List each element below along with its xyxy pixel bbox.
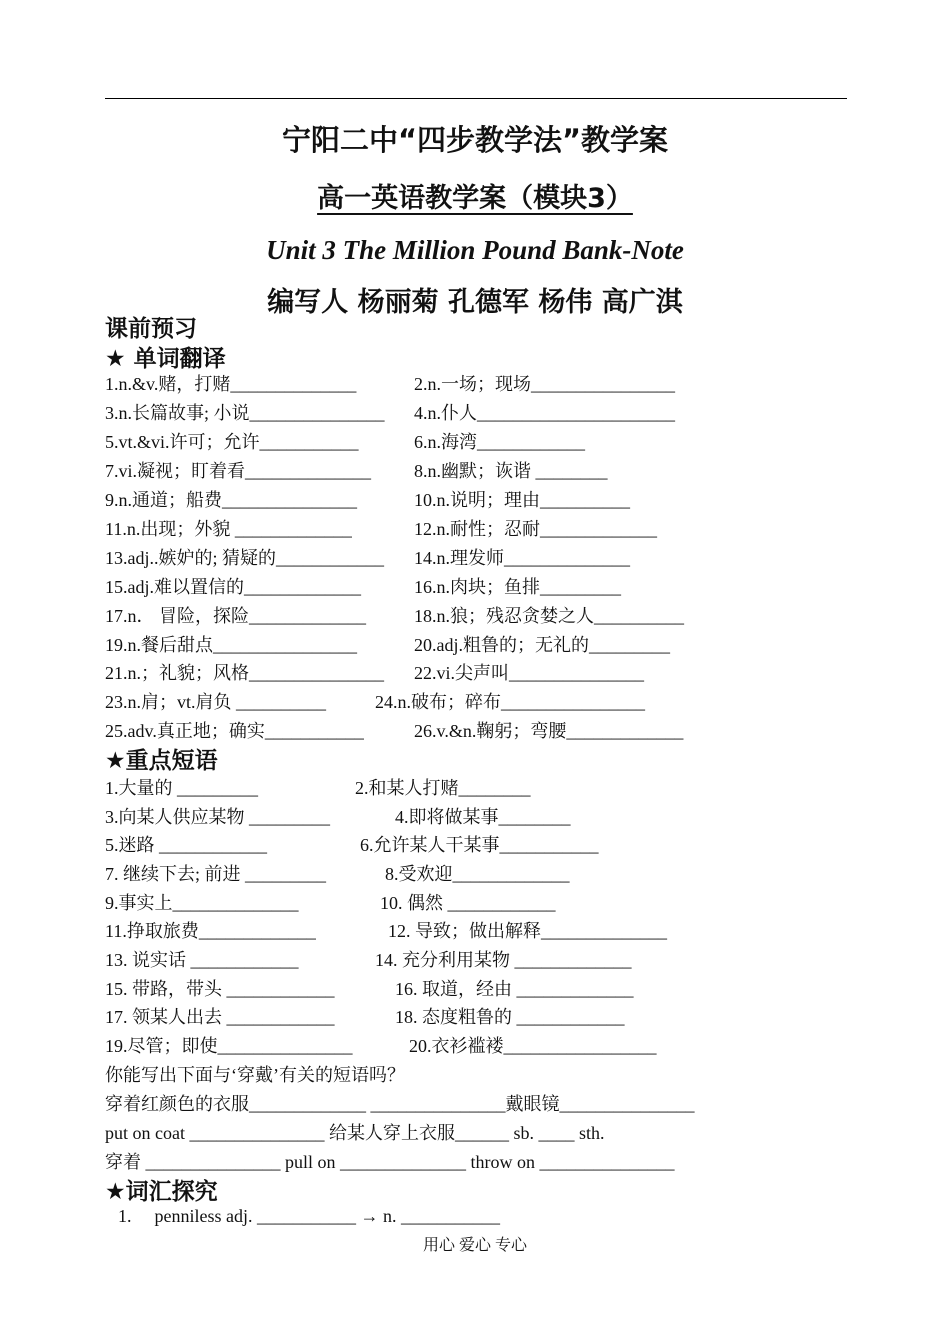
phrase-item: 11.挣取旅费_____________ xyxy=(105,921,316,941)
phrase-item: 17. 领某人出去 ____________ xyxy=(105,1007,335,1027)
wear-line-3: 穿着 _______________ pull on ______________ throw on _______________ xyxy=(105,1152,675,1172)
phrase-item: 16. 取道，经由 _____________ xyxy=(395,979,634,999)
explore-item-text: penniless adj. ___________ → n. ___________ xyxy=(154,1206,500,1226)
vocab-item: 21.n.；礼貌；风格_______________ xyxy=(105,663,384,683)
section-explore: ★词汇探究 xyxy=(105,1179,218,1205)
vocab-item: 15.adj.难以置信的_____________ xyxy=(105,577,361,597)
vocab-item: 18.n.狼；残忍贪婪之人__________ xyxy=(414,606,684,626)
explore-item xyxy=(118,1206,500,1227)
vocab-item: 8.n.幽默；诙谐 ________ xyxy=(414,461,608,481)
vocab-item: 3.n.长篇故事; 小说_______________ xyxy=(105,403,385,423)
vocab-item: 13.adj..嫉妒的; 猜疑的____________ xyxy=(105,548,384,568)
phrase-item: 15. 带路，带头 ____________ xyxy=(105,979,335,999)
vocab-item: 5.vt.&vi.许可；允许___________ xyxy=(105,432,359,452)
wear-line-2: put on coat _______________ 给某人穿上衣服______ sb. ____ sth. xyxy=(105,1123,605,1143)
wear-question: 你能写出下面与‘穿戴’有关的短语吗？ xyxy=(105,1065,405,1085)
phrase-item: 5.迷路 ____________ xyxy=(105,835,267,855)
phrase-item: 6.允许某人干某事___________ xyxy=(360,835,599,855)
vocab-item: 11.n.出现；外貌 _____________ xyxy=(105,519,352,539)
header-rule xyxy=(105,98,847,99)
vocab-item: 23.n.肩；vt.肩负 __________ xyxy=(105,692,327,712)
phrase-item: 18. 态度粗鲁的 ____________ xyxy=(395,1007,625,1027)
course-title xyxy=(0,176,950,215)
explore-item-number: 1. xyxy=(118,1206,132,1226)
section-phrases: ★重点短语 xyxy=(105,748,218,774)
vocab-item: 24.n.破布；碎布________________ xyxy=(375,692,645,712)
phrase-item: 10. 偶然 ____________ xyxy=(380,893,556,913)
phrase-item: 20.衣衫褴褛_________________ xyxy=(409,1036,657,1056)
authors-line: 编写人 杨丽菊 孔德军 杨伟 高广淇 xyxy=(267,287,683,318)
vocab-item: 17.n． 冒险，探险_____________ xyxy=(105,606,366,626)
vocab-item: 16.n.肉块；鱼排_________ xyxy=(414,577,621,597)
vocab-item: 9.n.通道；船费_______________ xyxy=(105,490,357,510)
phrase-item: 1.大量的 _________ xyxy=(105,778,258,798)
vocab-item: 10.n.说明；理由__________ xyxy=(414,490,630,510)
course-title-text: 高一英语教学案（模块3） xyxy=(317,183,633,214)
phrase-item: 9.事实上______________ xyxy=(105,893,299,913)
unit-title: Unit 3 The Million Pound Bank-Note xyxy=(266,235,684,265)
vocab-item: 22.vi.尖声叫_______________ xyxy=(414,663,645,683)
phrase-item: 14. 充分利用某物 _____________ xyxy=(375,950,632,970)
vocab-item: 1.n.&v.赌，打赌______________ xyxy=(105,374,357,394)
vocab-item: 2.n.一场；现场________________ xyxy=(414,374,675,394)
page-footer: 用心 爱心 专心 xyxy=(422,1237,527,1254)
phrase-item: 7. 继续下去; 前进 _________ xyxy=(105,864,327,884)
vocab-item: 6.n.海湾____________ xyxy=(414,432,585,452)
phrase-item: 2.和某人打赌________ xyxy=(355,778,531,798)
vocab-item: 14.n.理发师______________ xyxy=(414,548,630,568)
vocab-item: 20.adj.粗鲁的；无礼的_________ xyxy=(414,635,670,655)
phrase-item: 13. 说实话 ____________ xyxy=(105,950,299,970)
school-title: 宁阳二中“四步教学法”教学案 xyxy=(281,123,669,157)
vocab-item: 19.n.餐后甜点________________ xyxy=(105,635,357,655)
phrase-item: 8.受欢迎_____________ xyxy=(385,864,570,884)
vocab-item: 4.n.仆人______________________ xyxy=(414,403,675,423)
vocab-item: 25.adv.真正地；确实___________ xyxy=(105,721,364,741)
phrase-item: 19.尽管；即使_______________ xyxy=(105,1036,353,1056)
vocab-item: 12.n.耐性；忍耐_____________ xyxy=(414,519,657,539)
phrase-item: 3.向某人供应某物 _________ xyxy=(105,807,330,827)
phrase-item: 4.即将做某事________ xyxy=(395,807,571,827)
vocab-item: 26.v.&n.鞠躬；弯腰_____________ xyxy=(414,721,684,741)
section-preview: 课前预习 xyxy=(105,316,197,342)
phrase-item: 12. 导致；做出解释______________ xyxy=(388,921,667,941)
vocab-item: 7.vi.凝视；盯着看______________ xyxy=(105,461,372,481)
wear-line-1: 穿着红颜色的衣服_____________ _______________戴眼镜_______________ xyxy=(105,1094,695,1114)
section-vocab: ★ 单词翻译 xyxy=(105,346,226,372)
